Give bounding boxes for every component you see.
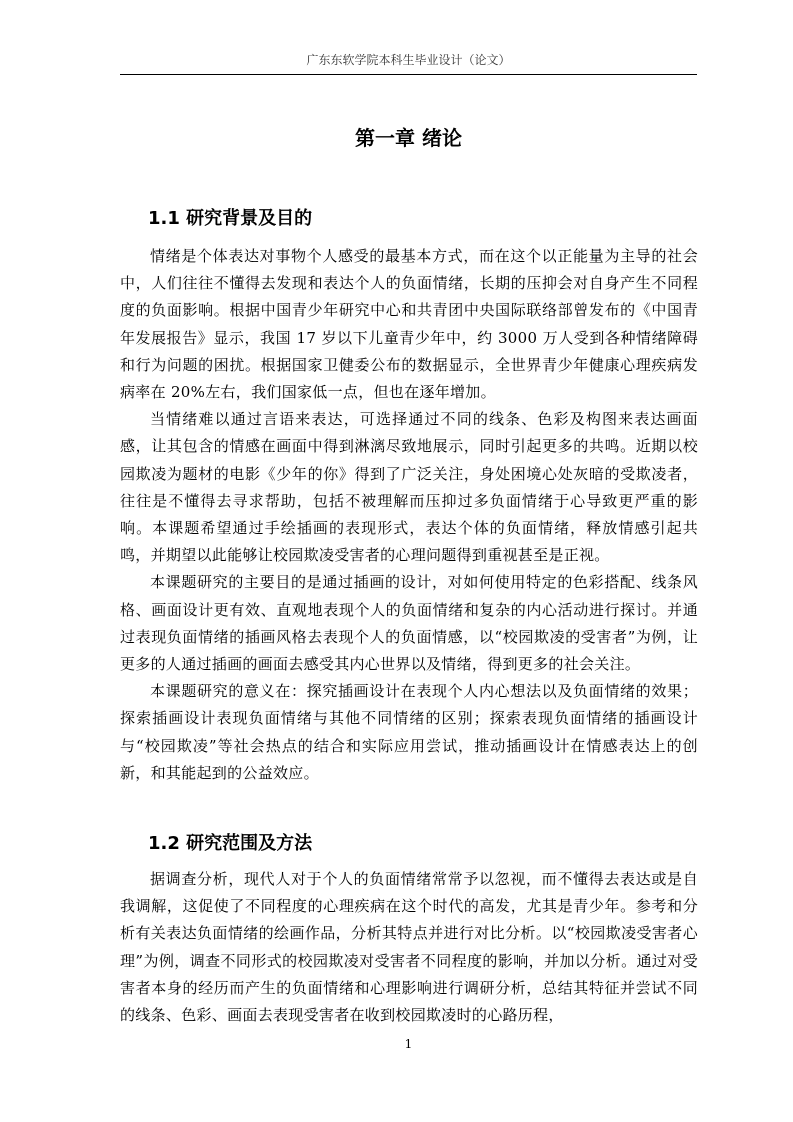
paragraph: 当情绪难以通过言语来表达，可选择通过不同的线条、色彩及构图来表达画面感，让其包含的情感在画面中得到淋漓尽致地展示，同时引起更多的共鸣。近期以校园欺凌为题材的电影《少年的你》得到了广泛关注，身处困境心处灰暗的受欺凌者，往往是不懂得去寻求帮助，包括不被理解而压抑过多负面情绪于心导致更严重的影响。本课题希望通过手绘插画的表现形式，表达个体的负面情绪，释放情感引起共鸣，并期望以此能够让校园欺凌受害者的心理问题得到重视甚至是正视。 [120,410,698,565]
page-number: 1 [404,1037,413,1051]
running-header: 广东东软学院本科生毕业设计（论文） [306,53,511,67]
paragraph: 本课题研究的意义在：探究插画设计在表现个人内心想法以及负面情绪的效果；探索插画设计表现负面情绪与其他不同情绪的区别；探索表现负面情绪的插画设计与“校园欺凌”等社会热点的结合和实际应用尝试，推动插画设计在情感表达上的创新，和其能起到的公益效应。 [120,682,698,782]
section-heading-1-2: 1.2 研究范围及方法 [148,833,313,854]
section-1-2-body [120,866,698,1029]
paragraph: 据调查分析，现代人对于个人的负面情绪常常予以忽视，而不懂得去表达或是自我调解，这促使了不同程度的心理疾病在这个时代的高发，尤其是青少年。参考和分析有关表达负面情绪的绘画作品，分析其特点并进行对比分析。以“校园欺凌受害者心理”为例，调查不同形式的校园欺凌对受害者不同程度的影响，并加以分析。通过对受害者本身的经历而产生的负面情绪和心理影响进行调研分析，总结其特征并尝试不同的线条、色彩、画面去表现受害者在收到校园欺凌时的心路历程， [120,870,698,1025]
chapter-title: 第一章 绪论 [355,126,462,150]
paragraph: 情绪是个体表达对事物个人感受的最基本方式，而在这个以正能量为主导的社会中，人们往往不懂得去发现和表达个人的负面情绪，长期的压抑会对自身产生不同程度的负面影响。根据中国青少年研究中心和共青团中央国际联络部曾发布的《中国青年发展报告》显示，我国 17 岁以下儿童青少年中，约 3000 万人受到各种情绪障碍和行为问题的困扰。根据国家卫健委公布的数据显示，全世界青少年健康心理疾病发病率在 20%左右，我们国家低一点，但也在逐年增加。 [120,247,698,402]
paragraph: 本课题研究的主要目的是通过插画的设计，对如何使用特定的色彩搭配、线条风格、画面设计更有效、直观地表现个人的负面情绪和复杂的内心活动进行探讨。并通过表现负面情绪的插画风格去表现个人的负面情感，以“校园欺凌的受害者”为例，让更多的人通过插画的画面去感受其内心世界以及情绪，得到更多的社会关注。 [120,573,698,674]
section-heading-1-1: 1.1 研究背景及目的 [148,208,313,229]
section-1-1-body [120,243,698,787]
header-divider [120,74,697,75]
